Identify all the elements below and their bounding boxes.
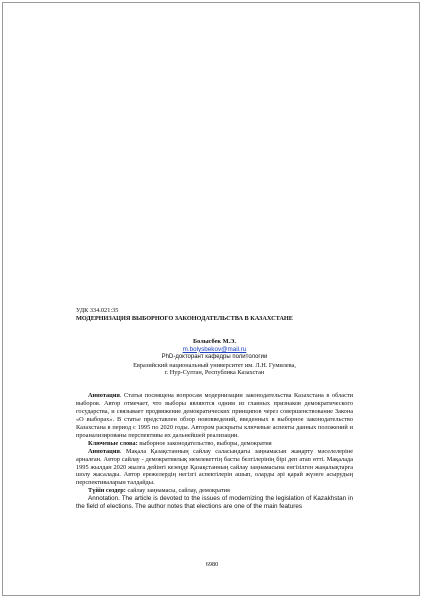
keywords-ru (76, 440, 353, 448)
article-title: МОДЕРНИЗАЦИЯ ВЫБОРНОГО ЗАКОНОДАТЕЛЬСТВА В КАЗАХСТАНЕ (76, 314, 293, 322)
author-location: г. Нур-Султан, Республика Казахстан (164, 369, 265, 377)
keywords-kz-label: Түйін сөздер: (88, 487, 126, 495)
abstracts (76, 392, 353, 511)
abstract-kz (76, 448, 353, 488)
keywords-kz (76, 487, 353, 495)
author-affiliation: Евразийский национальный университет им. Л.Н. Гумилева, (133, 361, 296, 369)
abstract-kz-label: Аннотация (88, 447, 120, 455)
article-body (76, 307, 353, 512)
author-name: Болысбек М.Э. (193, 337, 236, 345)
abstract-ru-label: Аннотация (88, 392, 120, 400)
abstract-kz-text: . Мақала Қазақстанның сайлау саласындағы заңнамасын жаңарту мәселелеріне арналған. Автор сайлау - демократиялық мемлекеттің басты белгілерінің бірі деп атап өтті. Мақалада 1995 жылдан 2020 жылға дейінгі кезеңде Қазақстанның сайлау заңнамасына енгізілген жаңалықтарға шолу жасалады. Автор ережелердің негізгі аспектілерін ашып, оларды әрі қарай жүзеге асырудың перспективаларын талдайды. (76, 447, 353, 487)
abstract-en: Annotation. The article is devoted to the issues of modernizing the legislation of Kazakhstan in the field of elections. The author notes that elections are one of the main features (76, 495, 353, 511)
abstract-ru (76, 392, 353, 439)
keywords-ru-label: Ключевые слова: (88, 439, 138, 447)
author-block (76, 338, 353, 378)
keywords-ru-text: выборное законодательство, выборы, демократия (137, 439, 272, 447)
author-email-link[interactable]: m.bolysbekov@mail.ru (182, 345, 247, 353)
abstract-ru-text: . Статья посвящена вопросам модернизации законодательства Казахстана в области выборов. Автор отмечает, что выборы являются одним из главных признаков демократического государства, и связывает продвижение демократических принципов через совершенствование Закона «О выборах». В статье представлен обзор нововведений, введенных в выборное законодательство Казахстана в период с 1995 по 2020 годы. Автором раскрыты ключевые аспекты данных положений и проанализированы перспективы их дальнейшей реализации. (76, 392, 353, 439)
keywords-kz-text: сайлау заңнамасы, сайлау, демократия (125, 487, 230, 495)
udk-code: УДК 334.021:35 (76, 307, 119, 314)
author-position: PhD-докторант кафедры политологии (161, 353, 268, 360)
page-number: 6980 (205, 561, 219, 568)
